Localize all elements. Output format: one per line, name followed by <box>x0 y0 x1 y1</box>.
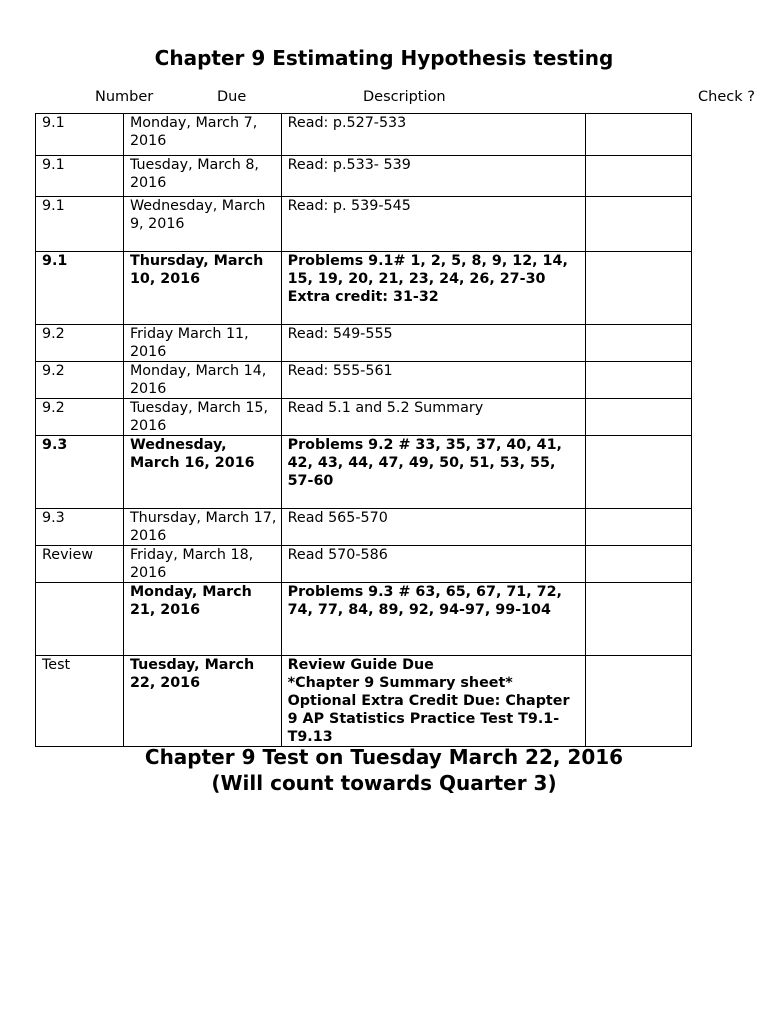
schedule-table <box>35 113 692 747</box>
description-cell: Read: 549-555 <box>281 325 585 362</box>
number-cell: 9.1 <box>36 114 124 156</box>
due-cell: Monday, March 7, 2016 <box>123 114 281 156</box>
check-cell <box>585 252 691 325</box>
test-notice <box>0 744 768 796</box>
due-cell: Tuesday, March 22, 2016 <box>123 656 281 747</box>
number-cell: 9.1 <box>36 156 124 197</box>
check-cell <box>585 656 691 747</box>
number-cell: 9.3 <box>36 436 124 509</box>
description-cell: Read 570-586 <box>281 546 585 583</box>
table-row <box>36 509 692 546</box>
number-cell: 9.2 <box>36 325 124 362</box>
test-notice-line1: Chapter 9 Test on Tuesday March 22, 2016 <box>144 745 624 769</box>
due-cell: Thursday, March 10, 2016 <box>123 252 281 325</box>
check-cell <box>585 436 691 509</box>
test-notice-line2: (Will count towards Quarter 3) <box>211 771 557 795</box>
due-cell: Friday March 11, 2016 <box>123 325 281 362</box>
check-cell <box>585 399 691 436</box>
header-check: Check ? <box>698 89 755 105</box>
table-row <box>36 546 692 583</box>
due-cell: Wednesday, March 9, 2016 <box>123 197 281 252</box>
description-cell: Read 565-570 <box>281 509 585 546</box>
header-number: Number <box>95 89 154 105</box>
due-cell: Thursday, March 17, 2016 <box>123 509 281 546</box>
description-cell: Problems 9.2 # 33, 35, 37, 40, 41, 42, 43, 44, 47, 49, 50, 51, 53, 55, 57-60 <box>281 436 585 509</box>
due-cell: Tuesday, March 8, 2016 <box>123 156 281 197</box>
number-cell: 9.1 <box>36 197 124 252</box>
number-cell: 9.2 <box>36 399 124 436</box>
table-row <box>36 325 692 362</box>
number-cell: Test <box>36 656 124 747</box>
due-cell: Friday, March 18, 2016 <box>123 546 281 583</box>
description-cell: Read 5.1 and 5.2 Summary <box>281 399 585 436</box>
due-cell: Monday, March 21, 2016 <box>123 583 281 656</box>
page-title: Chapter 9 Estimating Hypothesis testing <box>154 46 614 70</box>
table-row <box>36 583 692 656</box>
check-cell <box>585 509 691 546</box>
description-cell: Problems 9.3 # 63, 65, 67, 71, 72, 74, 77, 84, 89, 92, 94-97, 99-104 <box>281 583 585 656</box>
due-cell: Wednesday, March 16, 2016 <box>123 436 281 509</box>
header-description: Description <box>363 89 446 105</box>
table-row <box>36 197 692 252</box>
table-row <box>36 252 692 325</box>
description-cell: Review Guide Due *Chapter 9 Summary sheet* Optional Extra Credit Due: Chapter 9 AP Statistics Practice Test T9.1-T9.13 <box>281 656 585 747</box>
description-cell: Read: 555-561 <box>281 362 585 399</box>
table-row <box>36 399 692 436</box>
number-cell: 9.3 <box>36 509 124 546</box>
check-cell <box>585 325 691 362</box>
check-cell <box>585 114 691 156</box>
check-cell <box>585 546 691 583</box>
number-cell <box>36 583 124 656</box>
table-row <box>36 436 692 509</box>
header-due: Due <box>217 89 247 105</box>
table-row <box>36 114 692 156</box>
description-cell: Problems 9.1# 1, 2, 5, 8, 9, 12, 14, 15, 19, 20, 21, 23, 24, 26, 27-30 Extra credit: 31-32 <box>281 252 585 325</box>
number-cell: 9.1 <box>36 252 124 325</box>
due-cell: Tuesday, March 15, 2016 <box>123 399 281 436</box>
check-cell <box>585 362 691 399</box>
table-row <box>36 156 692 197</box>
description-cell: Read: p.533- 539 <box>281 156 585 197</box>
table-row <box>36 656 692 747</box>
number-cell: Review <box>36 546 124 583</box>
description-cell: Read: p.527-533 <box>281 114 585 156</box>
number-cell: 9.2 <box>36 362 124 399</box>
check-cell <box>585 197 691 252</box>
description-cell: Read: p. 539-545 <box>281 197 585 252</box>
due-cell: Monday, March 14, 2016 <box>123 362 281 399</box>
check-cell <box>585 583 691 656</box>
check-cell <box>585 156 691 197</box>
table-row <box>36 362 692 399</box>
